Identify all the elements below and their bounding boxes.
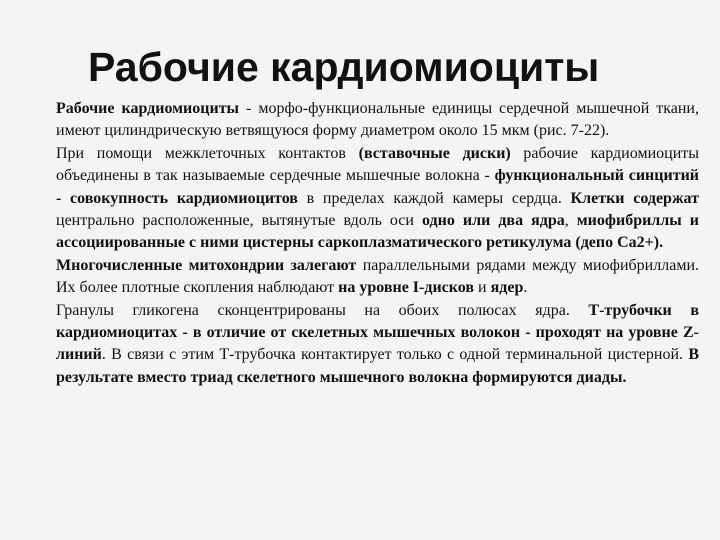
text-run: рабочие кардиомиоциты объединены в так называемые сердечные мышечные волокна - bbox=[56, 144, 699, 185]
text-run: В результате вместо триад скелетного мышечного волокна формируются диады. bbox=[56, 346, 699, 386]
slide-body bbox=[56, 98, 699, 389]
text-run: Гранулы гликогена сконцентрированы на обоих полюсах ядра. bbox=[56, 301, 589, 319]
text-run: Рабочие кардиомиоциты bbox=[56, 100, 240, 117]
paragraph-contacts bbox=[56, 143, 699, 255]
text-run: При помощи межклеточных контактов bbox=[56, 144, 359, 162]
paragraph-definition bbox=[56, 98, 699, 143]
text-run: (вставочные диски) bbox=[358, 144, 511, 162]
text-run: - морфо-функциональные единицы сердечной мышечной ткани, имеют цилиндрическую ветвящуюся форму диаметром около 15 мкм (рис. 7-22). bbox=[56, 100, 699, 140]
text-run: . В связи с этим Т-трубочка контактирует только с одной терминальной цистерной. bbox=[101, 346, 689, 364]
text-run: одно или два ядра bbox=[422, 212, 565, 230]
slide-title: Рабочие кардиомиоциты bbox=[88, 44, 600, 90]
text-run: в пределах каждой камеры сердца. bbox=[297, 189, 571, 207]
text-run: центрально расположенные, вытянутые вдоль оси bbox=[56, 212, 422, 230]
paragraph-mitochondria bbox=[56, 255, 699, 300]
text-run: Т-трубочки в кардиомиоцитах - в отличие от скелетных мышечных волокон - проходят на уровне Z-линий bbox=[56, 301, 699, 364]
text-run: . bbox=[523, 279, 528, 297]
text-run: на уровне I-дисков bbox=[338, 279, 475, 297]
text-run: Клетки содержат bbox=[570, 189, 699, 207]
text-run: , bbox=[564, 212, 577, 230]
text-run: функциональный синцитий - совокупность кардиомиоцитов bbox=[56, 167, 700, 207]
paragraph-t-tubules bbox=[56, 300, 699, 390]
text-run: и bbox=[474, 279, 491, 297]
text-run: Многочисленные митохондрии залегают bbox=[56, 256, 357, 274]
text-run: миофибриллы и ассоциированные с ними цистерны саркоплазматического ретикулума (депо Ca2+). bbox=[56, 212, 699, 252]
text-run: ядер bbox=[490, 279, 524, 297]
text-run: параллельными рядами между миофибриллами. Их более плотные скопления наблюдают bbox=[56, 256, 699, 297]
